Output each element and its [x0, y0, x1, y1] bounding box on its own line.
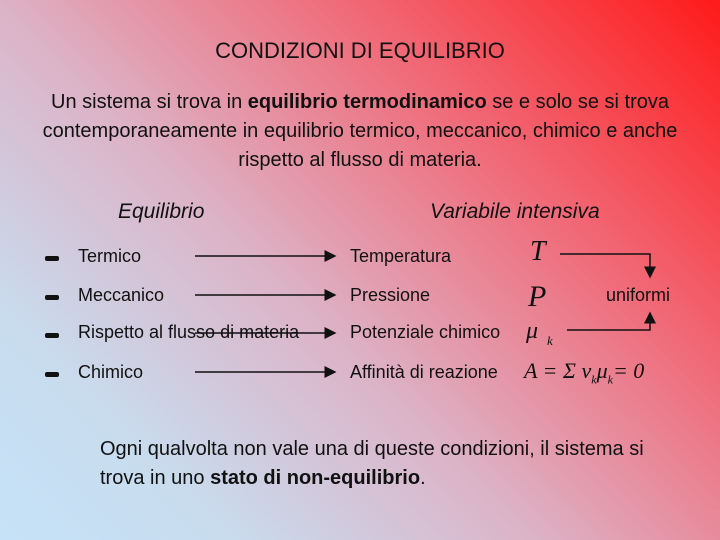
row-var-affinita: Affinità di reazione [350, 362, 498, 382]
affinity-formula-end: = 0 [612, 358, 645, 383]
affinity-subscript: k [591, 372, 597, 387]
closing-paragraph [100, 435, 660, 493]
symbol-subscript-k: k [547, 333, 553, 348]
connector-top [560, 254, 650, 277]
closing-text-start: Ogni qualvolta non vale una di queste condizioni, il sistema si trova in uno [100, 438, 644, 489]
row-var-potenziale: Potenziale chimico [350, 322, 501, 342]
uniform-label: uniformi [606, 285, 671, 305]
connector-bottom [567, 313, 650, 330]
affinity-formula-start: A = Σ ν [524, 358, 592, 383]
row-type-meccanico: Meccanico [78, 285, 165, 305]
intro-bold-term: equilibrio termodinamico [247, 91, 487, 113]
symbol-pressure: P [528, 280, 547, 313]
symbol-chemical-potential: μ [526, 318, 539, 344]
row-type-termico: Termico [78, 246, 142, 266]
row-var-temperatura: Temperatura [350, 246, 452, 266]
intro-text-end: se e solo se si trova contemporaneamente in equilibrio termico, meccanico, chimico e anche rispetto al flusso di materia. [42, 91, 678, 171]
affinity-mu: μ [596, 358, 608, 383]
header-equilibrio: Equilibrio [118, 200, 205, 223]
header-variabile: Variabile intensiva [430, 200, 600, 223]
row-type-chimico: Chimico [78, 362, 144, 382]
affinity-subscript-2: k [607, 372, 613, 387]
intro-text-start: Un sistema si trova in [51, 91, 248, 113]
row-type-flusso: Rispetto al flusso di materia [78, 322, 300, 342]
row-var-pressione: Pressione [350, 285, 431, 305]
symbol-temperature: T [530, 236, 546, 267]
closing-text-end: . [420, 467, 426, 489]
closing-bold-term: stato di non-equilibrio [210, 467, 421, 489]
slide-title: CONDIZIONI DI EQUILIBRIO [215, 38, 505, 63]
